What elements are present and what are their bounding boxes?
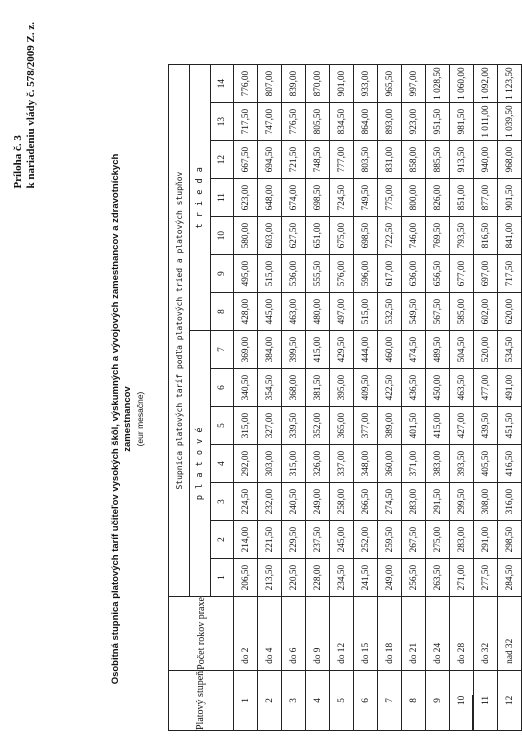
cell-tariff: 497,00 bbox=[330, 293, 354, 331]
cell-tariff: 596,00 bbox=[354, 255, 378, 293]
cell-tariff: 339,50 bbox=[282, 407, 306, 445]
cell-tariff: 489,50 bbox=[426, 331, 450, 369]
cell-tariff: 292,00 bbox=[234, 445, 258, 483]
cell-pocet-rokov-praxe: do 28 bbox=[450, 597, 474, 671]
cell-tariff: 245,00 bbox=[330, 521, 354, 559]
cell-platovy-stupen: 12 bbox=[498, 670, 522, 730]
cell-tariff: 580,00 bbox=[234, 217, 258, 255]
cell-tariff: 805,50 bbox=[306, 103, 330, 141]
cell-tariff: 428,00 bbox=[234, 293, 258, 331]
header-class-2: 2 bbox=[211, 521, 234, 559]
header-platove: p l a t o v é bbox=[190, 331, 211, 597]
cell-tariff: 240,50 bbox=[282, 483, 306, 521]
table-row bbox=[306, 65, 330, 731]
cell-tariff: 677,00 bbox=[450, 255, 474, 293]
title-line-1: Osobitná stupnica platových taríf učiteľov vysokých škôl, výskumných a vývojových zamestnancov a zdravotníckych zamestnancov bbox=[110, 153, 133, 685]
cell-tariff: 381,50 bbox=[306, 369, 330, 407]
cell-tariff: 585,00 bbox=[450, 293, 474, 331]
title-line-2: (eur mesačne) bbox=[135, 391, 145, 447]
cell-tariff: 532,50 bbox=[378, 293, 402, 331]
header-class-4: 4 bbox=[211, 445, 234, 483]
cell-tariff: 534,50 bbox=[498, 331, 522, 369]
cell-tariff: 283,00 bbox=[402, 483, 426, 521]
cell-pocet-rokov-praxe: do 4 bbox=[258, 597, 282, 671]
table-row bbox=[474, 65, 498, 731]
cell-tariff: 371,00 bbox=[402, 445, 426, 483]
cell-tariff: 1 060,00 bbox=[450, 65, 474, 103]
cell-tariff: 422,50 bbox=[378, 369, 402, 407]
cell-platovy-stupen: 5 bbox=[330, 670, 354, 730]
cell-tariff: 667,50 bbox=[234, 141, 258, 179]
cell-tariff: 256,50 bbox=[402, 559, 426, 597]
header-platovy-stupen: Platový stupeň bbox=[169, 670, 234, 730]
cell-tariff: 237,50 bbox=[306, 521, 330, 559]
cell-tariff: 393,50 bbox=[450, 445, 474, 483]
cell-tariff: 968,00 bbox=[498, 141, 522, 179]
cell-tariff: 271,00 bbox=[450, 559, 474, 597]
cell-platovy-stupen: 9 bbox=[426, 670, 450, 730]
cell-pocet-rokov-praxe: do 32 bbox=[474, 597, 498, 671]
cell-tariff: 229,50 bbox=[282, 521, 306, 559]
cell-tariff: 274,50 bbox=[378, 483, 402, 521]
cell-pocet-rokov-praxe: do 21 bbox=[402, 597, 426, 671]
cell-platovy-stupen: 6 bbox=[354, 670, 378, 730]
cell-tariff: 327,00 bbox=[258, 407, 282, 445]
cell-tariff: 214,00 bbox=[234, 521, 258, 559]
header-class-6: 6 bbox=[211, 369, 234, 407]
header-class-9: 9 bbox=[211, 255, 234, 293]
cell-tariff: 997,00 bbox=[402, 65, 426, 103]
cell-tariff: 439,50 bbox=[474, 407, 498, 445]
header-class-3: 3 bbox=[211, 483, 234, 521]
cell-pocet-rokov-praxe: do 9 bbox=[306, 597, 330, 671]
cell-tariff: 384,00 bbox=[258, 331, 282, 369]
cell-tariff: 266,50 bbox=[354, 483, 378, 521]
cell-tariff: 617,00 bbox=[378, 255, 402, 293]
header-class-10: 10 bbox=[211, 217, 234, 255]
cell-tariff: 450,00 bbox=[426, 369, 450, 407]
cell-tariff: 913,50 bbox=[450, 141, 474, 179]
cell-tariff: 365,00 bbox=[330, 407, 354, 445]
cell-tariff: 620,00 bbox=[498, 293, 522, 331]
table-row bbox=[378, 65, 402, 731]
salary-table bbox=[168, 64, 522, 731]
cell-tariff: 369,00 bbox=[234, 331, 258, 369]
cell-tariff: 451,50 bbox=[498, 407, 522, 445]
cell-tariff: 1 028,50 bbox=[426, 65, 450, 103]
header-class-11: 11 bbox=[211, 179, 234, 217]
cell-tariff: 648,00 bbox=[258, 179, 282, 217]
table-row bbox=[498, 65, 522, 731]
cell-platovy-stupen: 10 bbox=[450, 670, 474, 730]
table-row bbox=[450, 65, 474, 731]
cell-platovy-stupen: 11 bbox=[474, 670, 498, 730]
cell-tariff: 816,50 bbox=[474, 217, 498, 255]
cell-tariff: 213,50 bbox=[258, 559, 282, 597]
cell-tariff: 463,00 bbox=[282, 293, 306, 331]
cell-tariff: 826,00 bbox=[426, 179, 450, 217]
cell-tariff: 697,00 bbox=[474, 255, 498, 293]
cell-tariff: 495,00 bbox=[234, 255, 258, 293]
cell-tariff: 303,00 bbox=[258, 445, 282, 483]
cell-tariff: 800,00 bbox=[402, 179, 426, 217]
cell-tariff: 463,50 bbox=[450, 369, 474, 407]
cell-tariff: 834,50 bbox=[330, 103, 354, 141]
cell-tariff: 776,00 bbox=[234, 65, 258, 103]
header-class-5: 5 bbox=[211, 407, 234, 445]
cell-tariff: 241,50 bbox=[354, 559, 378, 597]
cell-tariff: 831,00 bbox=[378, 141, 402, 179]
cell-tariff: 839,00 bbox=[282, 65, 306, 103]
cell-tariff: 232,00 bbox=[258, 483, 282, 521]
cell-platovy-stupen: 8 bbox=[402, 670, 426, 730]
cell-tariff: 445,00 bbox=[258, 293, 282, 331]
table-row bbox=[282, 65, 306, 731]
cell-tariff: 515,00 bbox=[354, 293, 378, 331]
header-class-7: 7 bbox=[211, 331, 234, 369]
cell-tariff: 252,00 bbox=[354, 521, 378, 559]
cell-tariff: 636,00 bbox=[402, 255, 426, 293]
cell-tariff: 623,00 bbox=[234, 179, 258, 217]
cell-platovy-stupen: 3 bbox=[282, 670, 306, 730]
cell-tariff: 627,50 bbox=[282, 217, 306, 255]
cell-tariff: 277,50 bbox=[474, 559, 498, 597]
table-row bbox=[258, 65, 282, 731]
table-row bbox=[234, 65, 258, 731]
cell-tariff: 258,00 bbox=[330, 483, 354, 521]
table-row bbox=[330, 65, 354, 731]
cell-tariff: 567,50 bbox=[426, 293, 450, 331]
cell-tariff: 602,00 bbox=[474, 293, 498, 331]
header-class-12: 12 bbox=[211, 141, 234, 179]
cell-tariff: 1 092,00 bbox=[474, 65, 498, 103]
cell-pocet-rokov-praxe: do 12 bbox=[330, 597, 354, 671]
cell-tariff: 717,50 bbox=[234, 103, 258, 141]
cell-tariff: 352,00 bbox=[306, 407, 330, 445]
cell-tariff: 841,00 bbox=[498, 217, 522, 255]
cell-tariff: 263,50 bbox=[426, 559, 450, 597]
cell-tariff: 326,00 bbox=[306, 445, 330, 483]
cell-tariff: 220,50 bbox=[282, 559, 306, 597]
cell-pocet-rokov-praxe: nad 32 bbox=[498, 597, 522, 671]
cell-tariff: 377,00 bbox=[354, 407, 378, 445]
cell-tariff: 395,00 bbox=[330, 369, 354, 407]
table-body bbox=[234, 65, 522, 731]
cell-tariff: 864,00 bbox=[354, 103, 378, 141]
cell-tariff: 698,50 bbox=[306, 179, 330, 217]
table-row bbox=[354, 65, 378, 731]
cell-tariff: 337,00 bbox=[330, 445, 354, 483]
header-pocet-rokov-praxe: Počet rokov praxe bbox=[169, 597, 234, 671]
cell-tariff: 249,00 bbox=[306, 483, 330, 521]
cell-tariff: 224,50 bbox=[234, 483, 258, 521]
cell-tariff: 354,50 bbox=[258, 369, 282, 407]
cell-tariff: 427,00 bbox=[450, 407, 474, 445]
header-class-13: 13 bbox=[211, 103, 234, 141]
cell-tariff: 965,50 bbox=[378, 65, 402, 103]
cell-tariff: 415,00 bbox=[426, 407, 450, 445]
cell-tariff: 555,50 bbox=[306, 255, 330, 293]
bottom-rule bbox=[472, 695, 473, 731]
cell-platovy-stupen: 2 bbox=[258, 670, 282, 730]
cell-tariff: 885,50 bbox=[426, 141, 450, 179]
cell-tariff: 298,50 bbox=[498, 521, 522, 559]
cell-tariff: 674,00 bbox=[282, 179, 306, 217]
cell-tariff: 807,00 bbox=[258, 65, 282, 103]
cell-platovy-stupen: 7 bbox=[378, 670, 402, 730]
cell-tariff: 360,00 bbox=[378, 445, 402, 483]
cell-tariff: 405,50 bbox=[474, 445, 498, 483]
cell-tariff: 474,50 bbox=[402, 331, 426, 369]
table-row bbox=[426, 65, 450, 731]
cell-tariff: 893,00 bbox=[378, 103, 402, 141]
cell-tariff: 480,00 bbox=[306, 293, 330, 331]
cell-tariff: 1 123,50 bbox=[498, 65, 522, 103]
cell-pocet-rokov-praxe: do 2 bbox=[234, 597, 258, 671]
cell-tariff: 348,00 bbox=[354, 445, 378, 483]
cell-tariff: 933,00 bbox=[354, 65, 378, 103]
cell-tariff: 981,50 bbox=[450, 103, 474, 141]
cell-tariff: 851,00 bbox=[450, 179, 474, 217]
cell-tariff: 803,50 bbox=[354, 141, 378, 179]
cell-tariff: 717,50 bbox=[498, 255, 522, 293]
cell-pocet-rokov-praxe: do 24 bbox=[426, 597, 450, 671]
cell-tariff: 275,00 bbox=[426, 521, 450, 559]
cell-tariff: 520,00 bbox=[474, 331, 498, 369]
cell-tariff: 536,00 bbox=[282, 255, 306, 293]
cell-tariff: 776,50 bbox=[282, 103, 306, 141]
cell-tariff: 1 011,00 bbox=[474, 103, 498, 141]
cell-tariff: 940,00 bbox=[474, 141, 498, 179]
cell-tariff: 748,50 bbox=[306, 141, 330, 179]
cell-tariff: 315,00 bbox=[282, 445, 306, 483]
cell-tariff: 340,50 bbox=[234, 369, 258, 407]
cell-tariff: 316,00 bbox=[498, 483, 522, 521]
cell-tariff: 308,00 bbox=[474, 483, 498, 521]
table-row bbox=[402, 65, 426, 731]
cell-tariff: 389,00 bbox=[378, 407, 402, 445]
cell-tariff: 249,00 bbox=[378, 559, 402, 597]
cell-tariff: 383,00 bbox=[426, 445, 450, 483]
cell-platovy-stupen: 1 bbox=[234, 670, 258, 730]
cell-tariff: 315,00 bbox=[234, 407, 258, 445]
cell-tariff: 429,50 bbox=[330, 331, 354, 369]
header-class-8: 8 bbox=[211, 293, 234, 331]
header-class-14: 14 bbox=[211, 65, 234, 103]
cell-tariff: 698,50 bbox=[354, 217, 378, 255]
cell-tariff: 234,50 bbox=[330, 559, 354, 597]
cell-tariff: 858,00 bbox=[402, 141, 426, 179]
cell-pocet-rokov-praxe: do 15 bbox=[354, 597, 378, 671]
cell-tariff: 491,00 bbox=[498, 369, 522, 407]
cell-platovy-stupen: 4 bbox=[306, 670, 330, 730]
cell-tariff: 291,00 bbox=[474, 521, 498, 559]
cell-tariff: 603,00 bbox=[258, 217, 282, 255]
cell-tariff: 901,50 bbox=[498, 179, 522, 217]
cell-tariff: 515,00 bbox=[258, 255, 282, 293]
document-title bbox=[110, 139, 146, 699]
cell-tariff: 777,00 bbox=[330, 141, 354, 179]
cell-tariff: 877,00 bbox=[474, 179, 498, 217]
annex-note bbox=[12, 22, 38, 189]
cell-tariff: 675,00 bbox=[330, 217, 354, 255]
cell-tariff: 749,50 bbox=[354, 179, 378, 217]
cell-tariff: 267,50 bbox=[402, 521, 426, 559]
cell-tariff: 549,50 bbox=[402, 293, 426, 331]
cell-tariff: 228,00 bbox=[306, 559, 330, 597]
cell-tariff: 724,50 bbox=[330, 179, 354, 217]
cell-pocet-rokov-praxe: do 6 bbox=[282, 597, 306, 671]
cell-tariff: 221,50 bbox=[258, 521, 282, 559]
cell-tariff: 870,00 bbox=[306, 65, 330, 103]
cell-tariff: 651,00 bbox=[306, 217, 330, 255]
cell-tariff: 793,50 bbox=[450, 217, 474, 255]
cell-tariff: 923,00 bbox=[402, 103, 426, 141]
cell-tariff: 416,50 bbox=[498, 445, 522, 483]
cell-tariff: 399,50 bbox=[282, 331, 306, 369]
cell-tariff: 444,00 bbox=[354, 331, 378, 369]
cell-tariff: 504,50 bbox=[450, 331, 474, 369]
cell-tariff: 460,00 bbox=[378, 331, 402, 369]
header-triedy: t r i e d a bbox=[190, 65, 211, 331]
cell-tariff: 299,50 bbox=[450, 483, 474, 521]
cell-tariff: 1 039,50 bbox=[498, 103, 522, 141]
cell-tariff: 415,00 bbox=[306, 331, 330, 369]
cell-tariff: 656,50 bbox=[426, 255, 450, 293]
cell-tariff: 746,00 bbox=[402, 217, 426, 255]
cell-tariff: 291,50 bbox=[426, 483, 450, 521]
cell-tariff: 436,50 bbox=[402, 369, 426, 407]
header-class-1: 1 bbox=[211, 559, 234, 597]
annex-line-2: k nariadeniu vlády č. 578/2009 Z. z. bbox=[25, 22, 37, 189]
cell-tariff: 951,50 bbox=[426, 103, 450, 141]
cell-tariff: 694,50 bbox=[258, 141, 282, 179]
cell-tariff: 283,00 bbox=[450, 521, 474, 559]
cell-tariff: 747,00 bbox=[258, 103, 282, 141]
cell-tariff: 401,50 bbox=[402, 407, 426, 445]
cell-tariff: 901,00 bbox=[330, 65, 354, 103]
cell-tariff: 409,50 bbox=[354, 369, 378, 407]
cell-tariff: 206,50 bbox=[234, 559, 258, 597]
cell-tariff: 722,50 bbox=[378, 217, 402, 255]
cell-tariff: 284,50 bbox=[498, 559, 522, 597]
cell-tariff: 259,50 bbox=[378, 521, 402, 559]
cell-tariff: 769,50 bbox=[426, 217, 450, 255]
cell-tariff: 775,00 bbox=[378, 179, 402, 217]
header-group-title: Stupnica platových taríf podľa platových tried a platových stupňov bbox=[169, 65, 190, 597]
annex-line-1: Príloha č. 3 bbox=[12, 135, 24, 189]
cell-tariff: 368,00 bbox=[282, 369, 306, 407]
cell-tariff: 477,00 bbox=[474, 369, 498, 407]
cell-pocet-rokov-praxe: do 18 bbox=[378, 597, 402, 671]
cell-tariff: 721,50 bbox=[282, 141, 306, 179]
cell-tariff: 576,00 bbox=[330, 255, 354, 293]
